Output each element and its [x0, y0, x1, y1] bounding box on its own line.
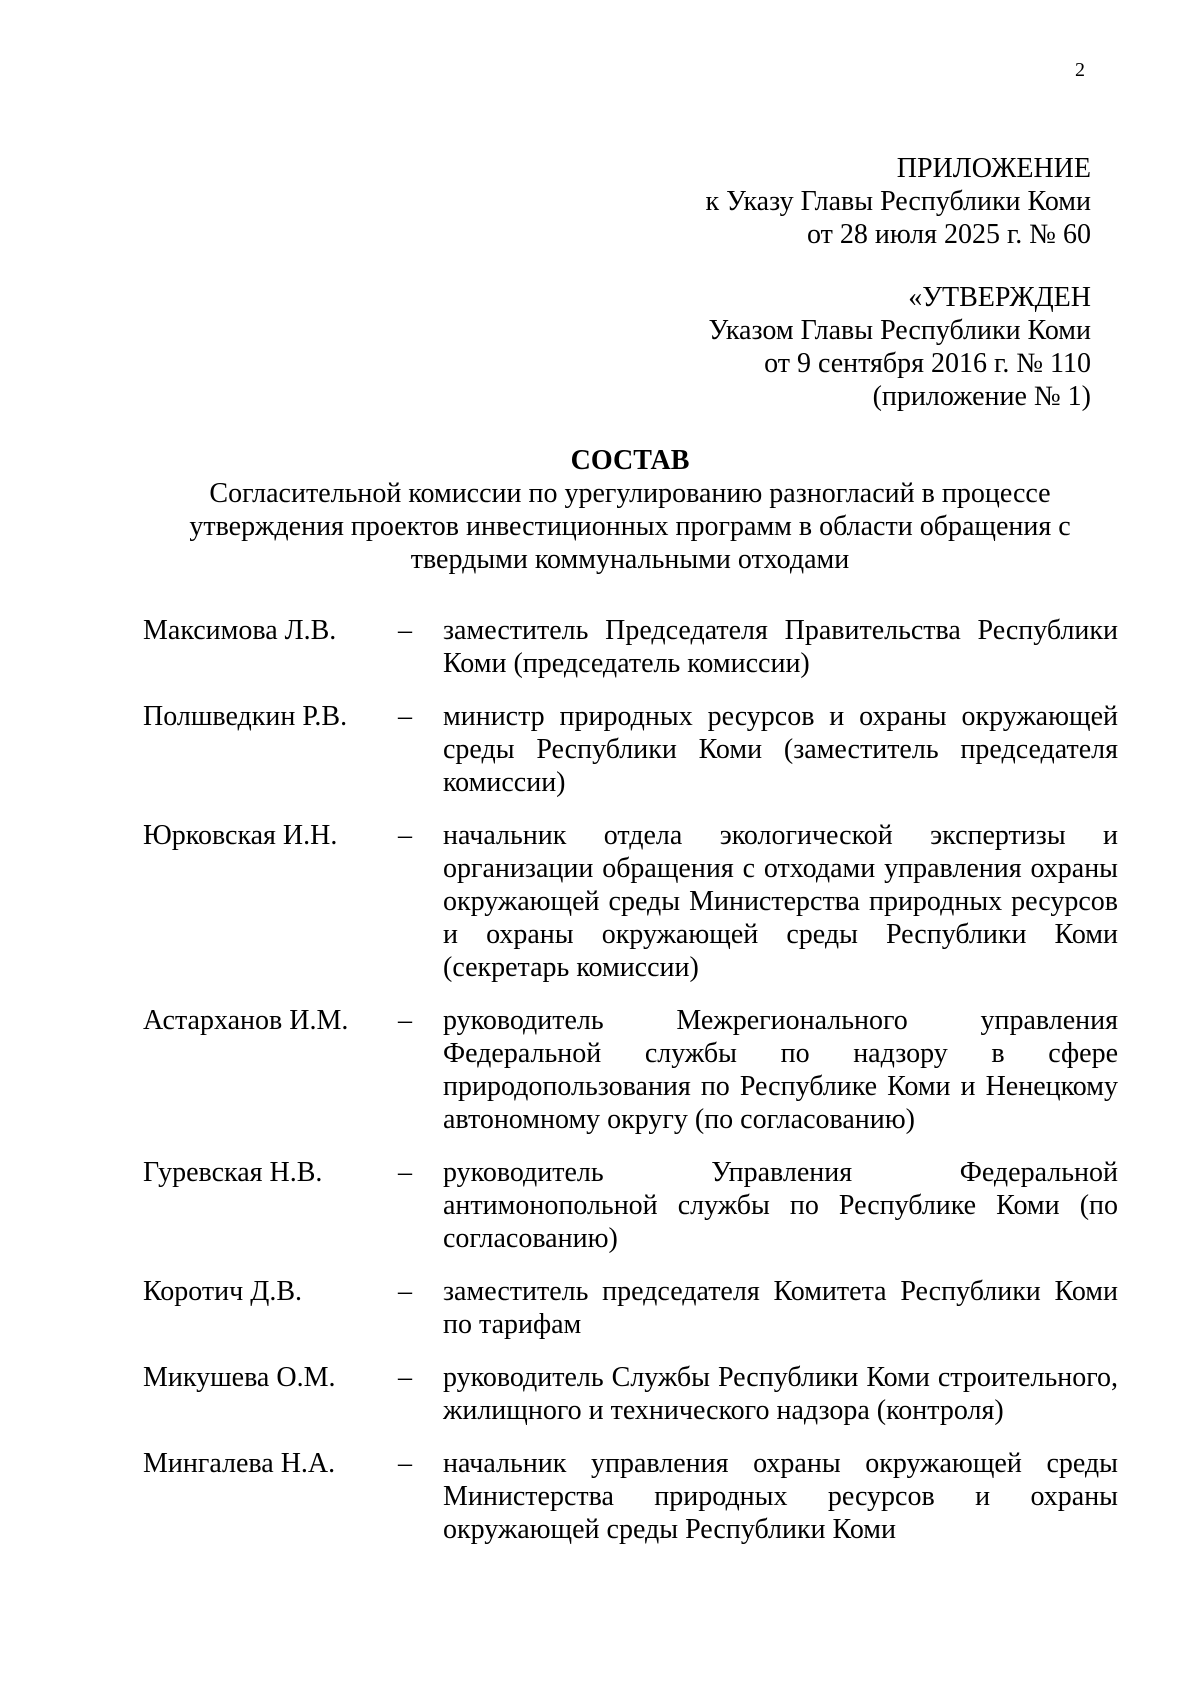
title-block [130, 444, 1130, 576]
member-dash: – [398, 1276, 412, 1307]
member-role: заместитель Председателя Правительства Республики Коми (председатель комиссии) [443, 615, 1118, 679]
page-number: 2 [1075, 59, 1085, 81]
member-name: Юрковская И.Н. [143, 820, 338, 851]
appendix-reference: к Указу Главы Республики Коми [705, 186, 1091, 217]
member-role: руководитель Межрегионального управления Федеральной службы по надзору в сфере природопользования по Республике Коми и Ненецкому автономному округу (по согласованию) [443, 1005, 1118, 1135]
member-row [143, 1004, 1118, 1136]
appendix-date: от 28 июля 2025 г. № 60 [807, 219, 1091, 250]
member-dash: – [398, 1157, 412, 1188]
member-row [143, 1361, 1118, 1427]
approved-appendix-number: (приложение № 1) [872, 381, 1091, 412]
member-role: руководитель Управления Федеральной антимонопольной службы по Республике Коми (по согласованию) [443, 1157, 1118, 1254]
approved-date: от 9 сентября 2016 г. № 110 [764, 348, 1091, 379]
document-title: СОСТАВ [570, 445, 690, 476]
member-name: Микушева О.М. [143, 1362, 336, 1393]
member-row [143, 614, 1118, 680]
approved-block [709, 281, 1091, 413]
member-row [143, 700, 1118, 799]
member-dash: – [398, 1005, 412, 1036]
member-role: начальник управления охраны окружающей среды Министерства природных ресурсов и охраны окружающей среды Республики Коми [443, 1448, 1118, 1545]
member-dash: – [398, 1362, 412, 1393]
appendix-heading: ПРИЛОЖЕНИЕ [896, 153, 1091, 184]
member-name: Астарханов И.М. [143, 1005, 349, 1036]
member-name: Гуревская Н.В. [143, 1157, 323, 1188]
member-row [143, 1447, 1118, 1546]
approved-reference: Указом Главы Республики Коми [708, 315, 1091, 346]
member-role: руководитель Службы Республики Коми строительного, жилищного и технического надзора (контроля) [443, 1362, 1118, 1426]
member-name: Максимова Л.В. [143, 615, 337, 646]
member-role: министр природных ресурсов и охраны окружающей среды Республики Коми (заместитель председателя комиссии) [443, 701, 1118, 798]
appendix-block [706, 152, 1091, 251]
document-subtitle: Согласительной комиссии по урегулированию разногласий в процессе утверждения проектов инвестиционных программ в области обращения с твердыми коммунальными отходами [189, 478, 1071, 575]
member-dash: – [398, 1448, 412, 1479]
member-name: Коротич Д.В. [143, 1276, 302, 1307]
members-list [143, 614, 1118, 1566]
member-row [143, 1156, 1118, 1255]
member-role: начальник отдела экологической экспертизы и организации обращения с отходами управления охраны окружающей среды Министерства природных ресурсов и охраны окружающей среды Республики Коми (секретарь комиссии) [443, 820, 1118, 983]
member-name: Полшведкин Р.В. [143, 701, 348, 732]
member-name: Мингалева Н.А. [143, 1448, 336, 1479]
member-row [143, 1275, 1118, 1341]
approved-heading: «УТВЕРЖДЕН [908, 282, 1091, 313]
member-dash: – [398, 701, 412, 732]
member-dash: – [398, 615, 412, 646]
member-dash: – [398, 820, 412, 851]
member-row [143, 819, 1118, 984]
member-role: заместитель председателя Комитета Республики Коми по тарифам [443, 1276, 1118, 1340]
